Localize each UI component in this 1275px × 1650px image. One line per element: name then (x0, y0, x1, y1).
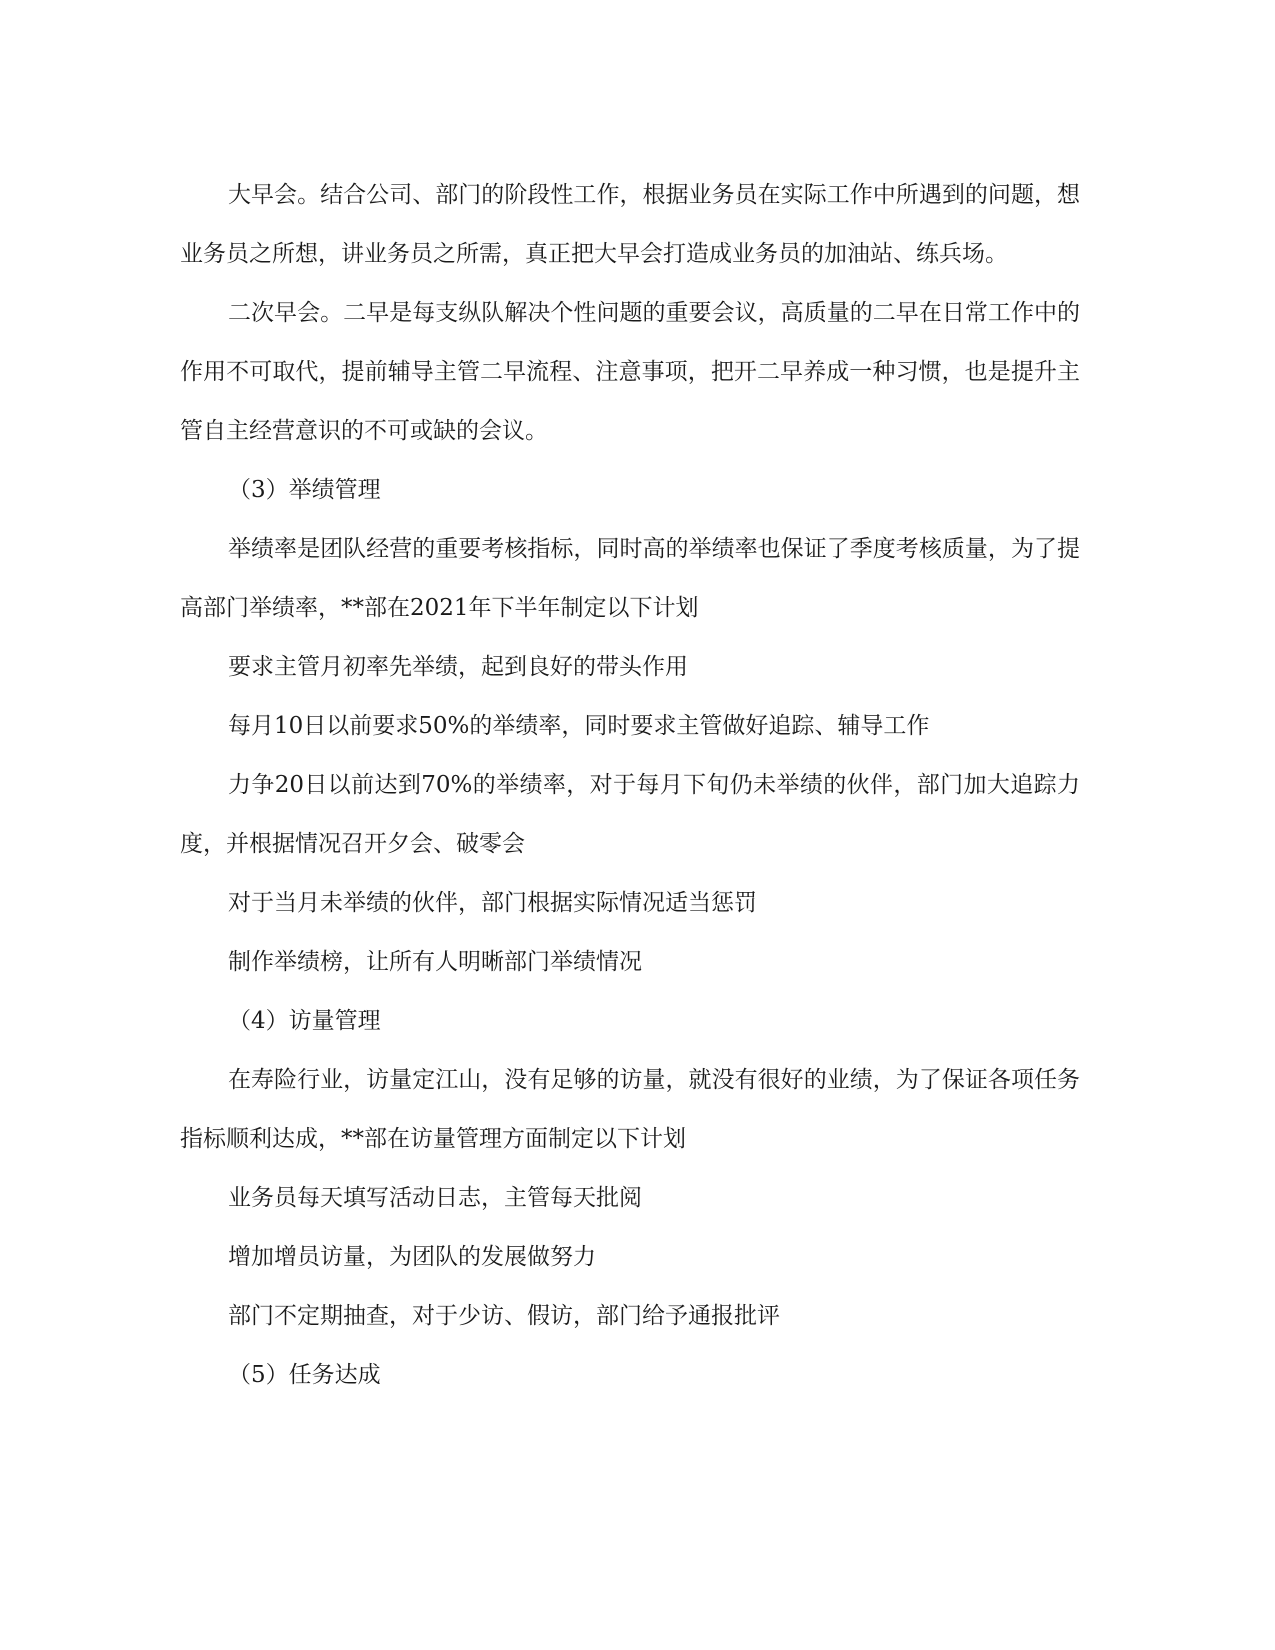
paragraph-visit-3: 部门不定期抽查，对于少访、假访，部门给予通报批评 (228, 1303, 780, 1329)
paragraph-fangliang: 在寿险行业，访量定江山，没有足够的访量，就没有很好的业绩，为了保证各项任务指标顺利达成，**部在访量管理方面制定以下计划 (180, 1067, 1080, 1152)
paragraph-plan-1: 要求主管月初率先举绩，起到良好的带头作用 (228, 654, 688, 680)
paragraph-visit-1: 业务员每天填写活动日志，主管每天批阅 (228, 1185, 642, 1211)
section-heading-4: （4）访量管理 (228, 1008, 381, 1034)
paragraph-erci-zaohui: 二次早会。二早是每支纵队解决个性问题的重要会议，高质量的二早在日常工作中的作用不可取代，提前辅导主管二早流程、注意事项，把开二早养成一种习惯，也是提升主管自主经营意识的不可或缺的会议。 (180, 300, 1080, 444)
paragraph-plan-3: 力争20日以前达到70%的举绩率，对于每月下旬仍未举绩的伙伴，部门加大追踪力度，并根据情况召开夕会、破零会 (180, 772, 1080, 857)
paragraph-jujilv: 举绩率是团队经营的重要考核指标，同时高的举绩率也保证了季度考核质量，为了提高部门举绩率，**部在2021年下半年制定以下计划 (180, 536, 1080, 621)
paragraph-plan-2: 每月10日以前要求50%的举绩率，同时要求主管做好追踪、辅导工作 (228, 713, 930, 739)
section-heading-3: （3）举绩管理 (228, 477, 381, 503)
section-heading-5: （5）任务达成 (228, 1362, 381, 1388)
paragraph-plan-4: 对于当月未举绩的伙伴，部门根据实际情况适当惩罚 (228, 890, 757, 916)
paragraph-plan-5: 制作举绩榜，让所有人明晰部门举绩情况 (228, 949, 642, 975)
document-body (180, 166, 1080, 1405)
paragraph-visit-2: 增加增员访量，为团队的发展做努力 (228, 1244, 596, 1270)
paragraph-da-zaohui: 大早会。结合公司、部门的阶段性工作，根据业务员在实际工作中所遇到的问题，想业务员之所想，讲业务员之所需，真正把大早会打造成业务员的加油站、练兵场。 (180, 182, 1080, 267)
